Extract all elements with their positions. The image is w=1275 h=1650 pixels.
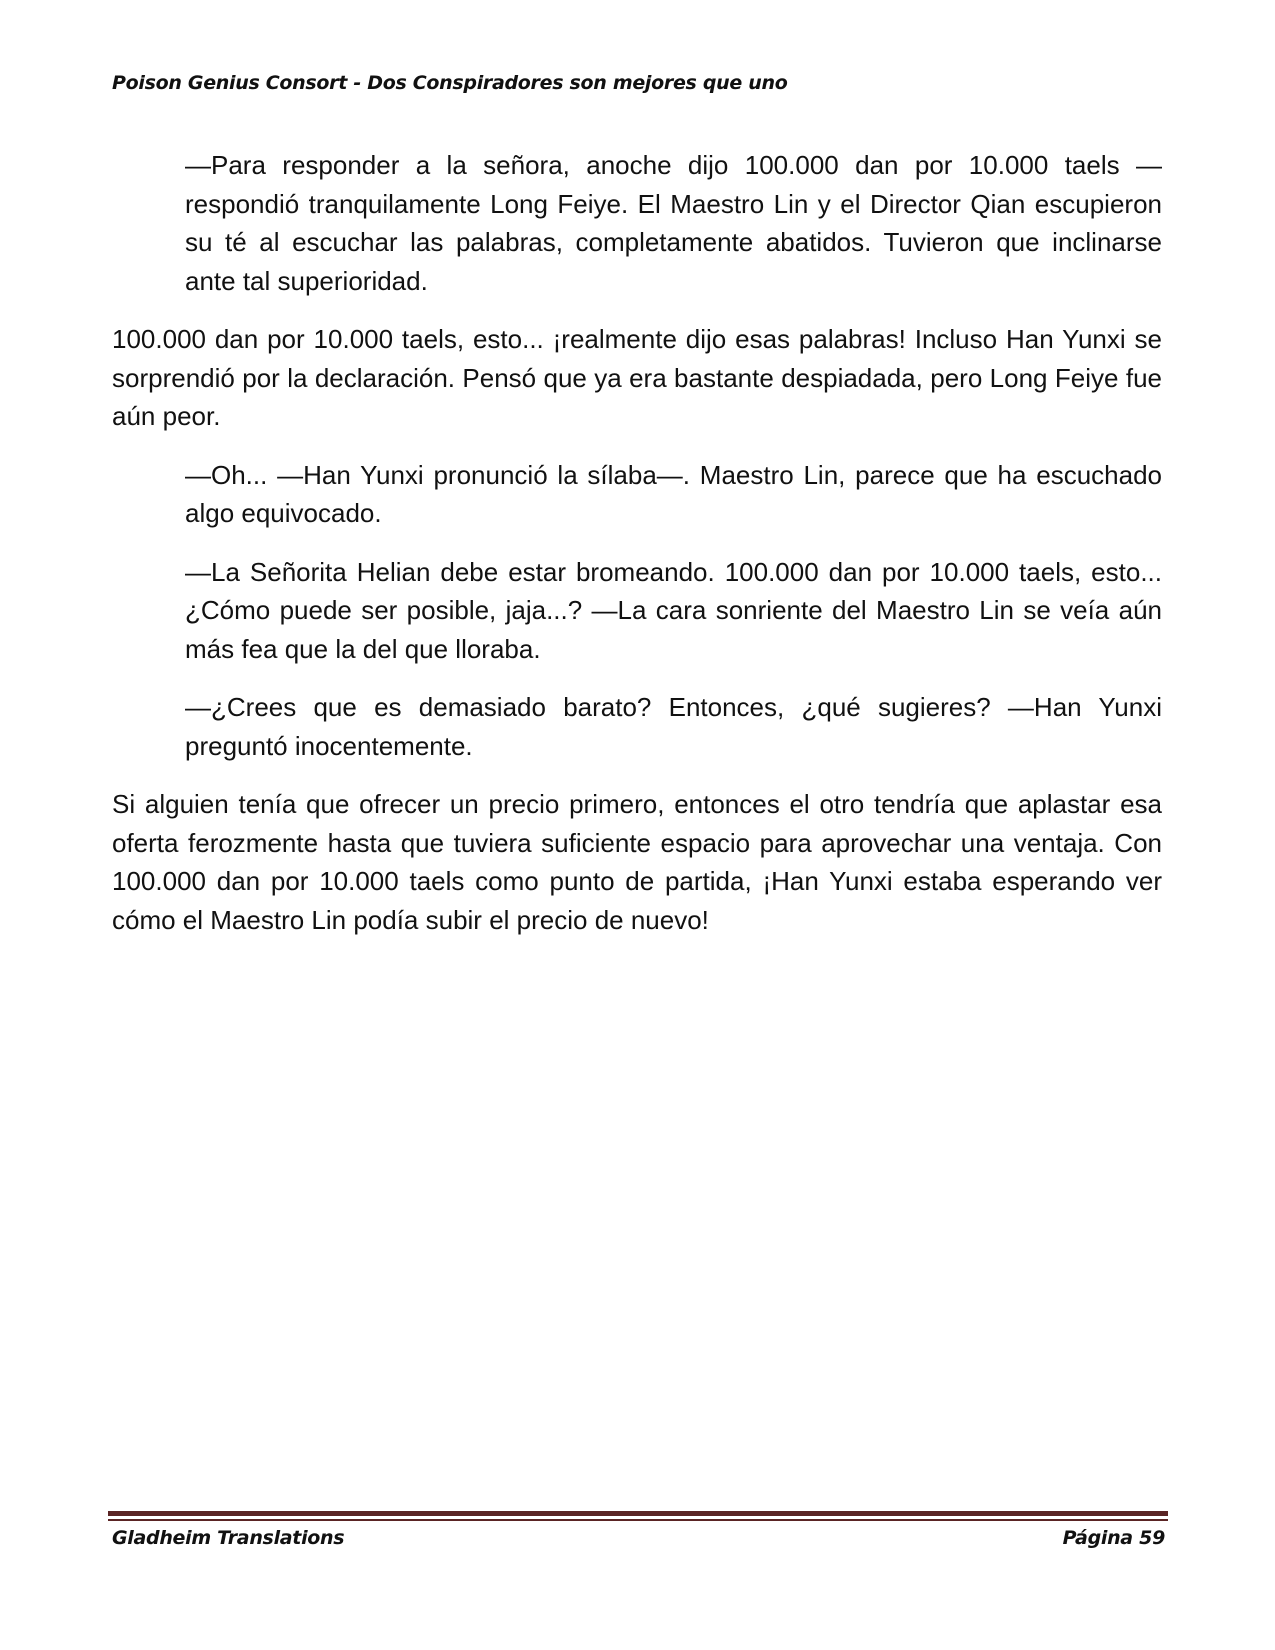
paragraph-dialogue-4: —¿Crees que es demasiado barato? Entonces, ¿qué sugieres? —Han Yunxi preguntó inocentemente. <box>185 692 1162 761</box>
footer-page-number: Página 59 <box>1062 1527 1165 1549</box>
paragraph-dialogue-1: —Para responder a la señora, anoche dijo 100.000 dan por 10.000 taels —respondió tranquilamente Long Feiye. El Maestro Lin y el Director Qian escupieron su té al escuchar las palabras, completamente abatidos. Tuvieron que inclinarse ante tal superioridad. <box>185 150 1162 296</box>
paragraph-narration-1: 100.000 dan por 10.000 taels, esto... ¡realmente dijo esas palabras! Incluso Han Yunxi se sorprendió por la declaración. Pensó que ya era bastante despiadada, pero Long Feiye fue aún peor. <box>112 324 1162 431</box>
footer-divider-thin <box>108 1519 1168 1521</box>
footer-divider-thick <box>108 1511 1168 1516</box>
paragraph-narration-2: Si alguien tenía que ofrecer un precio primero, entonces el otro tendría que aplastar esa oferta ferozmente hasta que tuviera suficiente espacio para aprovechar una ventaja. Con 100.000 dan por 10.000 taels como punto de partida, ¡Han Yunxi estaba esperando ver cómo el Maestro Lin podía subir el precio de nuevo! <box>112 789 1162 935</box>
footer-publisher: Gladheim Translations <box>112 1527 345 1549</box>
page-header-title: Poison Genius Consort - Dos Conspiradores son mejores que uno <box>112 72 788 94</box>
paragraph-dialogue-3: —La Señorita Helian debe estar bromeando. 100.000 dan por 10.000 taels, esto... ¿Cómo puede ser posible, jaja...? —La cara sonriente del Maestro Lin se veía aún más fea que la del que lloraba. <box>185 556 1162 664</box>
paragraph-dialogue-2: —Oh... —Han Yunxi pronunció la sílaba—. Maestro Lin, parece que ha escuchado algo equivocado. <box>185 459 1162 528</box>
page-body <box>112 146 1162 959</box>
